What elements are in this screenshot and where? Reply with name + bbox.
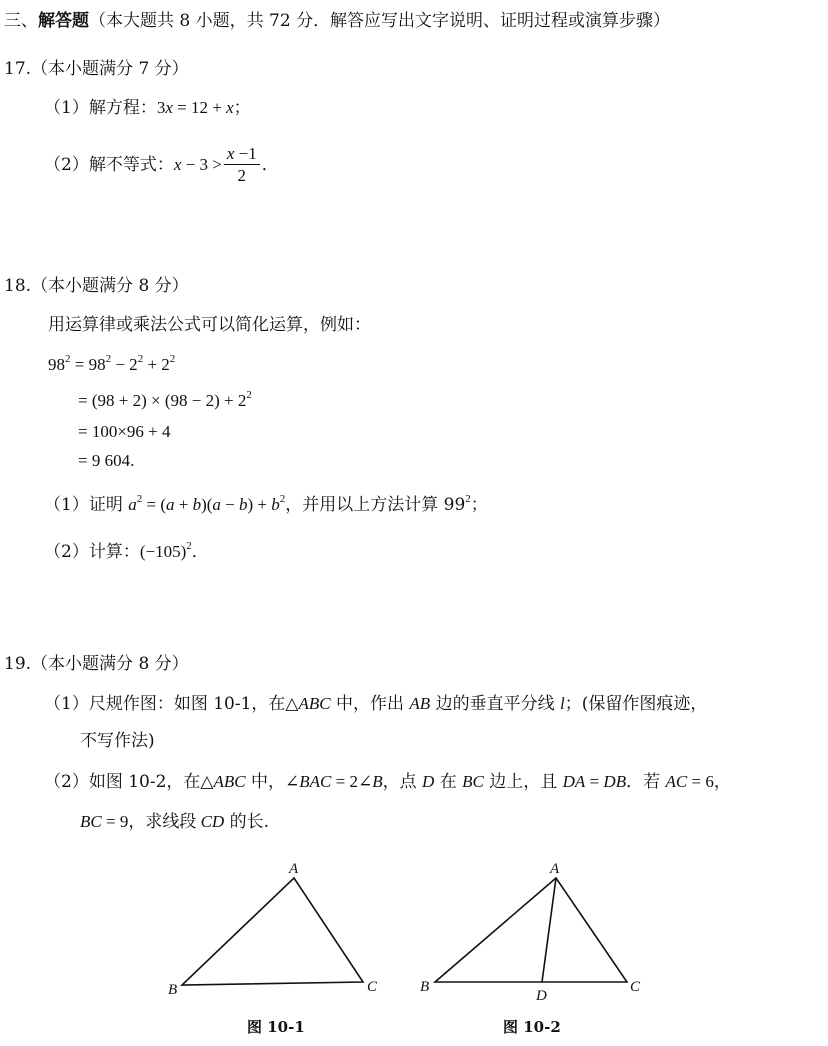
q17-ineq-lhs: − 3 > <box>181 155 222 174</box>
q19-p1-b: 中，作出 <box>330 694 410 714</box>
q19-p2-g: ．若 <box>626 772 666 792</box>
q17-part2 <box>44 140 279 190</box>
fig2-label-b: B <box>420 979 430 995</box>
q18-part2 <box>44 540 209 564</box>
q18-p2-tail: ． <box>191 542 209 562</box>
figure-10-1 <box>160 856 390 1006</box>
q19-p1-d: ；(保留作图痕迹， <box>564 694 708 714</box>
q19-p2-angle1: ∠BAC <box>285 772 332 791</box>
q19-p2-bc: BC <box>462 772 484 791</box>
q19-p2-c: ，点 <box>382 772 423 792</box>
q17-ineq-var: x <box>173 155 182 174</box>
q18-part1 <box>44 493 488 517</box>
section-header <box>4 9 670 33</box>
q18-step1-b: = 98 <box>70 355 106 374</box>
q18-step1-c: − 2 <box>111 355 138 374</box>
q19-heading: 19.（本小题满分 8 分） <box>4 654 189 674</box>
fig1-caption: 图 10-1 <box>247 1018 305 1036</box>
q18-p2-expr: (−105) <box>139 542 187 561</box>
q18-p1-plus: + <box>174 495 193 514</box>
q18-step-2 <box>78 389 252 413</box>
q18-p1-mid: )( <box>201 495 213 514</box>
q18-p1-b: b <box>192 495 202 514</box>
q18-p2-label: （2）计算： <box>44 542 140 562</box>
q19-p1-a: （1）尺规作图：如图 10-1，在△ <box>44 694 299 714</box>
q17-part1 <box>44 96 251 120</box>
q17-part2-label: （2）解不等式： <box>44 155 174 175</box>
fig1-label-c: C <box>367 979 378 995</box>
q19-p2-eq: = 2 <box>331 772 358 791</box>
fig1-triangle <box>182 878 363 985</box>
q19-p2-e: 在 <box>434 772 463 792</box>
section-description: （本大题共 8 小题，共 72 分．解答应写出文字说明、证明过程或演算步骤） <box>89 11 671 31</box>
q19-part1-line2: 不写作法) <box>80 731 155 751</box>
q18-p1-b3: b <box>271 495 280 514</box>
q18-p1-tail: ； <box>470 495 488 515</box>
fig2-label-c: C <box>630 979 641 995</box>
q19-p2-end: 的长. <box>224 812 270 832</box>
q18-p1-minus: − <box>220 495 239 514</box>
q19-p2-ac: AC <box>665 772 688 791</box>
q18-step1-sq3: 2 <box>137 353 144 365</box>
q18-p1-tail-text: ，并用以上方法计算 99 <box>285 495 466 515</box>
q17-part1-label: （1）解方程： <box>44 98 157 118</box>
q17-heading: 17.（本小题满分 7 分） <box>4 59 189 79</box>
q19-p2-bc-val: = 9，求线段 <box>101 812 201 831</box>
q19-p2-eq2: = <box>585 772 604 791</box>
q19-p1-c: 边的垂直平分线 <box>430 694 561 714</box>
q19-p2-db: DB <box>603 772 627 791</box>
q19-p1-ab: AB <box>409 694 431 713</box>
q18-p1-a2: a <box>165 495 175 514</box>
q18-step1-d: + 2 <box>143 355 170 374</box>
q18-p1-sq2: 2 <box>279 493 286 505</box>
q17-frac-num-rest: −1 <box>234 144 257 163</box>
q18-step-1 <box>48 353 175 377</box>
q18-intro: 用运算律或乘法公式可以简化运算，例如： <box>48 315 371 335</box>
q19-p2-f: 边上，且 <box>483 772 563 792</box>
q17-eq-rest: = 12 + <box>172 98 227 117</box>
fig1-label-a: A <box>289 861 299 877</box>
q18-p1-a3: a <box>212 495 221 514</box>
q17-eq-coef: 3 <box>156 98 166 117</box>
section-title: 解答题 <box>38 11 89 31</box>
q18-p1-eq: = ( <box>142 495 166 514</box>
q18-step2-a: = (98 + 2) × (98 − 2) + 2 <box>78 391 247 410</box>
q17-eq-var2: x <box>226 98 234 117</box>
q19-part1-line1 <box>44 692 707 716</box>
q19-p2-b: 中， <box>245 772 286 792</box>
section-prefix: 三、 <box>4 11 38 31</box>
q19-part2-line2 <box>80 810 269 834</box>
q18-step1-sq1: 2 <box>65 353 71 365</box>
q18-heading: 18.（本小题满分 8 分） <box>4 276 189 296</box>
fig2-segment-ad <box>542 878 556 982</box>
q19-p2-a: （2）如图 10-2，在△ <box>44 772 214 792</box>
q18-p1-a: a <box>128 495 137 514</box>
q18-step1-sq4: 2 <box>169 353 176 365</box>
q19-p1-abc: ABC <box>298 694 331 713</box>
q18-step-4: = 9 604. <box>78 451 135 470</box>
fig1-label-b: B <box>168 982 178 998</box>
q19-p2-d: D <box>422 772 435 791</box>
q18-p1-b2: b <box>239 495 248 514</box>
q18-step-3: = 100×96 + 4 <box>78 422 171 441</box>
q18-p1-sq1: 2 <box>136 493 143 505</box>
fig2-label-a: A <box>550 861 560 877</box>
q17-eq-tail: ； <box>233 98 251 118</box>
fig2-label-d: D <box>536 988 547 1004</box>
q18-p2-sq: 2 <box>186 540 192 552</box>
q18-p1-sq3: 2 <box>465 493 471 505</box>
q18-step1-sq2: 2 <box>105 353 112 365</box>
figure-10-2 <box>415 856 655 1006</box>
q18-step1-a: 98 <box>48 355 65 374</box>
q19-p1-l: l <box>560 694 565 713</box>
q19-part2-line1 <box>44 770 731 794</box>
q18-step2-sq: 2 <box>246 389 252 401</box>
q17-eq-var: x <box>165 98 173 117</box>
q18-p1-label: （1）证明 <box>44 495 129 515</box>
q19-p2-angle2: ∠B <box>357 772 383 791</box>
fig2-triangle <box>435 878 627 982</box>
q17-frac-num-var: x <box>226 144 235 163</box>
q19-p2-bc2: BC <box>80 812 102 831</box>
q17-ineq-tail: ． <box>261 155 279 175</box>
q17-frac-den: 2 <box>237 166 246 185</box>
q19-p2-cd: CD <box>200 812 225 831</box>
q19-p2-ac-val: = 6， <box>687 772 731 791</box>
q17-fraction <box>224 144 260 187</box>
q19-p2-da: DA <box>562 772 586 791</box>
q18-p1-end: ) + <box>247 495 272 514</box>
fig2-caption: 图 10-2 <box>503 1018 561 1036</box>
q19-p2-abc: ABC <box>213 772 246 791</box>
